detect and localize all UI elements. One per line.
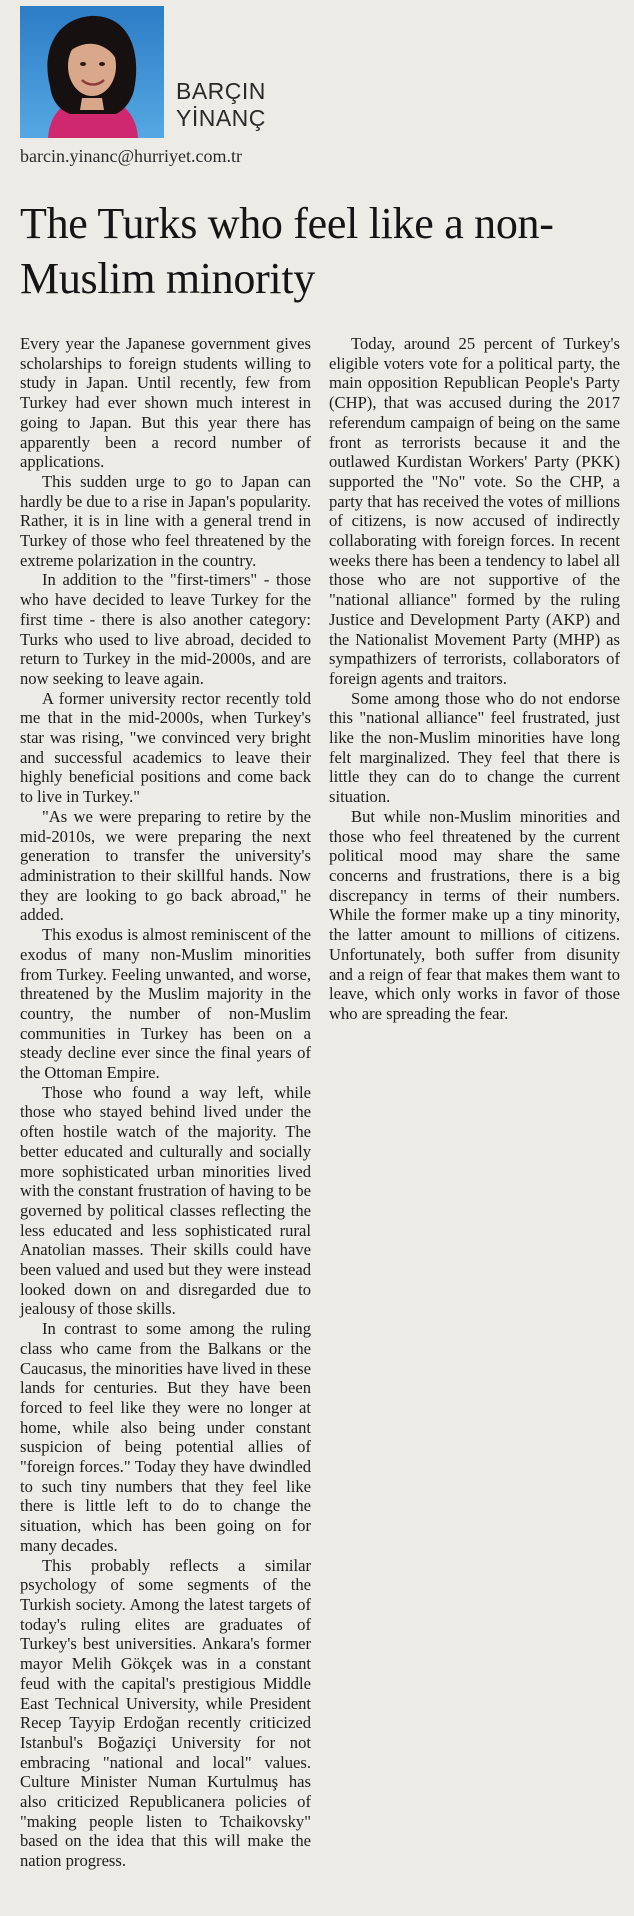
- column-header: [0, 0, 634, 195]
- paragraph-12: But while non-Muslim minorities and those who feel threatened by the current political mood may share the same concerns and frustrations, there is a big discrepancy in terms of their numbers. While the former make up a tiny minority, the latter amount to millions of citizens. Unfortunately, both suffer from disunity and a reign of fear that makes them want to leave, which only works in favor of those who are spreading the fear.: [329, 806, 620, 1023]
- paragraph-2: This sudden urge to go to Japan can hardly be due to a rise in Japan's popularity. Rather, it is in line with a general trend in Turkey of those who feel threatened by the extreme polarization in the country.: [20, 471, 311, 570]
- author-photo: [20, 6, 164, 138]
- paragraph-9: This probably reflects a similar psychology of some segments of the Turkish society. Among the latest targets of today's ruling elites are graduates of Turkey's best universities. Ankara's former mayor Melih Gökçek was in a constant feud with the capital's prestigious Middle East Technical University, while President Recep Tayyip Erdoğan recently criticized Istanbul's Boğaziçi University for not embracing "national and local" values. Culture Minister Numan Kurtulmuş has also criticized Republicanera policies of "making people listen to Tchaikovsky" based on the idea that this will make the nation progress.: [20, 1555, 311, 1871]
- paragraph-5: "As we were preparing to retire by the mid-2010s, we were preparing the next generation to transfer the university's administration to their skillful hands. Now they are looking to go back abroad," he added.: [20, 806, 311, 925]
- paragraph-3: In addition to the "first-timers" - those who have decided to leave Turkey for the first time - there is also another category: Turks who used to live abroad, decided to return to Turkey in the mid-2000s, and are now seeking to leave again.: [20, 570, 311, 688]
- article-body: [20, 334, 620, 1906]
- paragraph-7: Those who found a way left, while those who stayed behind lived under the often hostile watch of the majority. The better educated and culturally and socially more sophisticated urban minorities lived with the constant frustration of having to be governed by political classes reflecting the less educated and less sophisticated rural Anatolian masses. Their skills could have been valued and used but they were instead looked down on and disregarded due to jealousy of those skills.: [20, 1082, 311, 1319]
- paragraph-10: Today, around 25 percent of Turkey's eligible voters vote for a political party, the main opposition Republican People's Party (CHP), that was accused during the 2017 referendum campaign of being on the same front as terrorists because it and the outlawed Kurdistan Workers' Party (PKK) supported the "No" vote. So the CHP, a party that has received the votes of millions of citizens, is now accused of indirectly collaborating with foreign forces. In recent weeks there has been a tendency to label all those who are not supportive of the "national alliance" formed by the ruling Justice and Development Party (AKP) and the Nationalist Movement Party (MHP) as sympathizers of terrorists, collaborators of foreign agents and traitors.: [329, 334, 620, 688]
- author-email: barcin.yinanc@hurriyet.com.tr: [20, 146, 242, 166]
- paragraph-4: A former university rector recently told me that in the mid-2000s, when Turkey's star was rising, "we convinced very bright and successful academics to leave their highly beneficial positions and come back to live in Turkey.": [20, 688, 311, 807]
- author-last-name: YİNANÇ: [176, 105, 266, 131]
- author-portrait-image: [20, 6, 164, 138]
- paragraph-1: Every year the Japanese government gives scholarships to foreign students willing to study in Japan. Until recently, few from Turkey had ever shown much interest in going to Japan. But this year there has apparently been a record number of applications.: [20, 334, 311, 472]
- author-first-name: BARÇIN: [176, 78, 266, 104]
- paragraph-8: In contrast to some among the ruling class who came from the Balkans or the Caucasus, the minorities have lived in these lands for centuries. But they have been forced to feel like they were no longer at home, while also being under constant suspicion of being potential allies of "foreign forces." Today they have dwindled to such tiny numbers that they feel like there is little left to do to change the situation, which has been going on for many decades.: [20, 1319, 311, 1555]
- paragraph-6: This exodus is almost reminiscent of the exodus of many non-Muslim minorities from Turkey. Feeling unwanted, and worse, threatened by the Muslim majority in the country, the number of non-Muslim communities in Turkey has been on a steady decline ever since the final years of the Ottoman Empire.: [20, 925, 311, 1083]
- headline: The Turks who feel like a non-Muslim minority: [20, 199, 554, 303]
- author-name: [176, 78, 266, 132]
- paragraph-11: Some among those who do not endorse this "national alliance" feel frustrated, just like the non-Muslim minorities have long felt marginalized. They feel that there is little they can do to change the current situation.: [329, 688, 620, 807]
